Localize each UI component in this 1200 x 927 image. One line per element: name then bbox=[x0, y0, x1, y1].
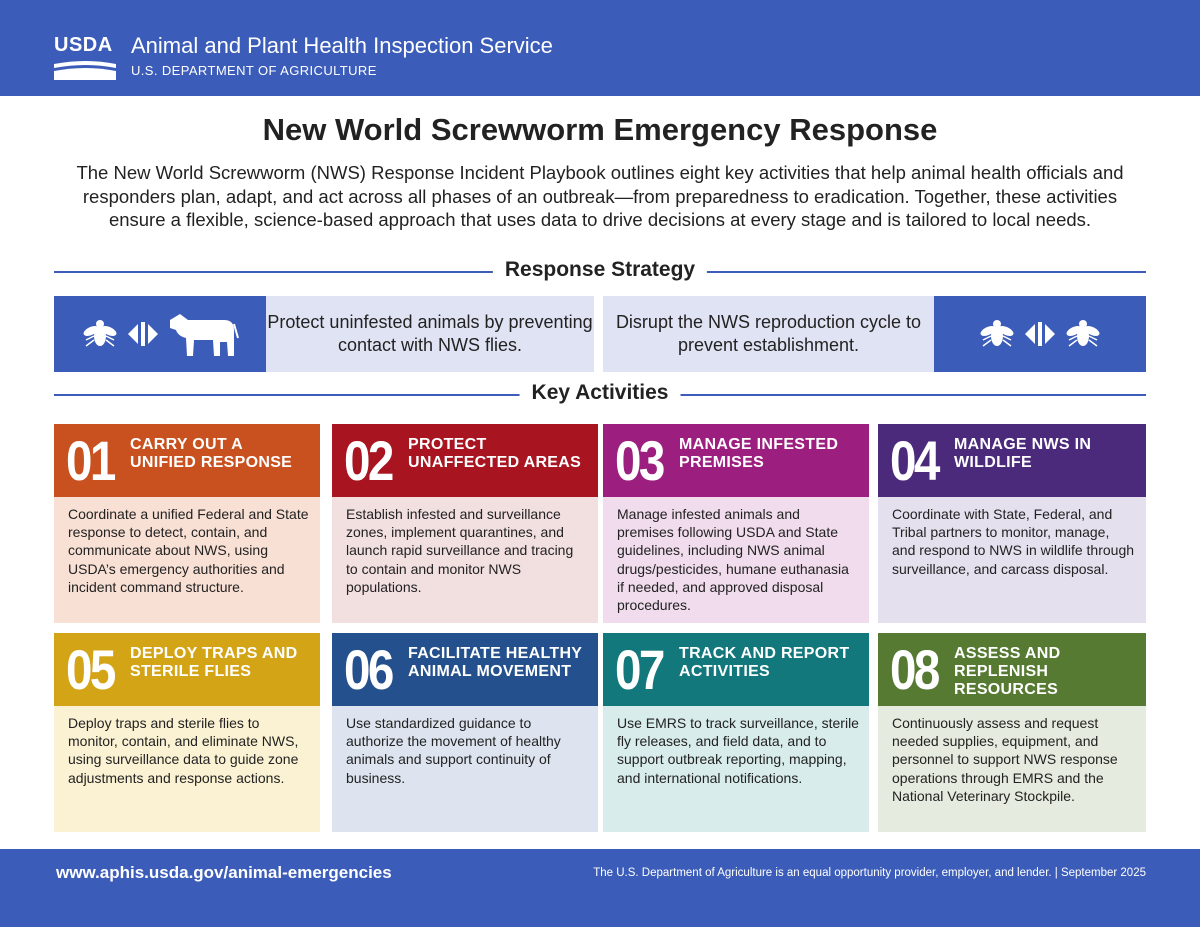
card-number: 02 bbox=[344, 429, 392, 492]
usda-logo bbox=[54, 34, 118, 80]
key-activities-heading bbox=[54, 381, 1146, 409]
card-body: Establish infested and surveillance zones, implement quarantines, and launch rapid surveillance and tracing to contain and monitor NWS populations. bbox=[332, 497, 598, 623]
intro-paragraph: The New World Screwworm (NWS) Response Incident Playbook outlines eight key activities that help animal health officials and responders plan, adapt, and act across all phases of an outbreak—from preparedness to eradication. Together, these activities ensure a flexible, science-based approach that uses data to drive decisions at every stage and is tailored to local needs. bbox=[76, 162, 1124, 230]
header-banner bbox=[0, 0, 1200, 96]
cow-icon bbox=[166, 308, 240, 360]
card-header bbox=[54, 424, 320, 497]
page-title: New World Screwworm Emergency Response bbox=[262, 112, 938, 147]
activity-card-06 bbox=[332, 633, 598, 832]
agency-name: Animal and Plant Health Inspection Service bbox=[131, 33, 553, 58]
activity-card-04 bbox=[878, 424, 1146, 623]
fly-icon bbox=[1063, 314, 1103, 354]
footer-banner bbox=[0, 849, 1200, 927]
response-strategy-label: Response Strategy bbox=[493, 258, 707, 282]
card-number: 08 bbox=[890, 638, 938, 701]
department-name: U.S. DEPARTMENT OF AGRICULTURE bbox=[131, 63, 377, 78]
strategy-left-icons bbox=[54, 296, 266, 372]
card-header bbox=[603, 633, 869, 706]
card-number: 05 bbox=[66, 638, 114, 701]
activity-card-05 bbox=[54, 633, 320, 832]
activity-card-07 bbox=[603, 633, 869, 832]
block-arrows-icon bbox=[126, 319, 160, 349]
card-header bbox=[878, 633, 1146, 706]
card-title: FACILITATE HEALTHY ANIMAL MOVEMENT bbox=[408, 645, 582, 680]
card-body: Deploy traps and sterile flies to monitor, contain, and eliminate NWS, using surveillance data to guide zone adjustments and response actions. bbox=[54, 706, 320, 832]
fly-icon bbox=[977, 314, 1017, 354]
card-header bbox=[332, 424, 598, 497]
card-title: ASSESS AND REPLENISH RESOURCES bbox=[954, 645, 1061, 698]
card-number: 01 bbox=[66, 429, 114, 492]
card-header bbox=[603, 424, 869, 497]
card-number: 03 bbox=[615, 429, 663, 492]
key-activities-label: Key Activities bbox=[520, 381, 681, 405]
activity-card-08 bbox=[878, 633, 1146, 832]
activity-card-03 bbox=[603, 424, 869, 623]
card-body: Use standardized guidance to authorize the movement of healthy animals and support continuity of business. bbox=[332, 706, 598, 832]
card-body: Manage infested animals and premises following USDA and State guidelines, including NWS animal drugs/pesticides, humane euthanasia if needed, and approved disposal procedures. bbox=[603, 497, 869, 623]
card-number: 06 bbox=[344, 638, 392, 701]
card-title: TRACK AND REPORT ACTIVITIES bbox=[679, 645, 850, 680]
card-number: 07 bbox=[615, 638, 663, 701]
card-header bbox=[878, 424, 1146, 497]
card-number: 04 bbox=[890, 429, 938, 492]
block-arrows-icon bbox=[1023, 319, 1057, 349]
card-body: Use EMRS to track surveillance, sterile fly releases, and field data, and to support outbreak reporting, mapping, and international notifications. bbox=[603, 706, 869, 832]
card-body: Coordinate with State, Federal, and Tribal partners to monitor, manage, and respond to NWS in wildlife through surveillance, and carcass disposal. bbox=[878, 497, 1146, 623]
strategy-right-icons bbox=[934, 296, 1146, 372]
card-body: Coordinate a unified Federal and State response to detect, contain, and communicate about NWS, using USDA’s emergency authorities and incident command structure. bbox=[54, 497, 320, 623]
footer-website-link[interactable]: www.aphis.usda.gov/animal-emergencies bbox=[56, 863, 392, 882]
strategy-left-text: Protect uninfested animals by preventing contact with NWS flies. bbox=[266, 296, 594, 372]
footer-equal-opportunity-note: The U.S. Department of Agriculture is an equal opportunity provider, employer, and lender. | September 2025 bbox=[593, 867, 1146, 879]
card-title: CARRY OUT A UNIFIED RESPONSE bbox=[130, 436, 293, 471]
card-header bbox=[54, 633, 320, 706]
strategy-right-text: Disrupt the NWS reproduction cycle to prevent establishment. bbox=[603, 296, 934, 372]
usda-logo-text: USDA bbox=[54, 34, 113, 56]
card-title: PROTECT UNAFFECTED AREAS bbox=[408, 436, 582, 471]
response-strategy-heading bbox=[54, 258, 1146, 286]
card-header bbox=[332, 633, 598, 706]
fly-icon bbox=[80, 314, 120, 354]
card-body: Continuously assess and request needed supplies, equipment, and personnel to support NWS response operations through EMRS and the National Veterinary Stockpile. bbox=[878, 706, 1146, 832]
card-title: MANAGE INFESTED PREMISES bbox=[679, 436, 839, 471]
activity-card-01 bbox=[54, 424, 320, 623]
activity-card-02 bbox=[332, 424, 598, 623]
card-title: DEPLOY TRAPS AND STERILE FLIES bbox=[130, 645, 298, 680]
card-title: MANAGE NWS IN WILDLIFE bbox=[954, 436, 1092, 471]
